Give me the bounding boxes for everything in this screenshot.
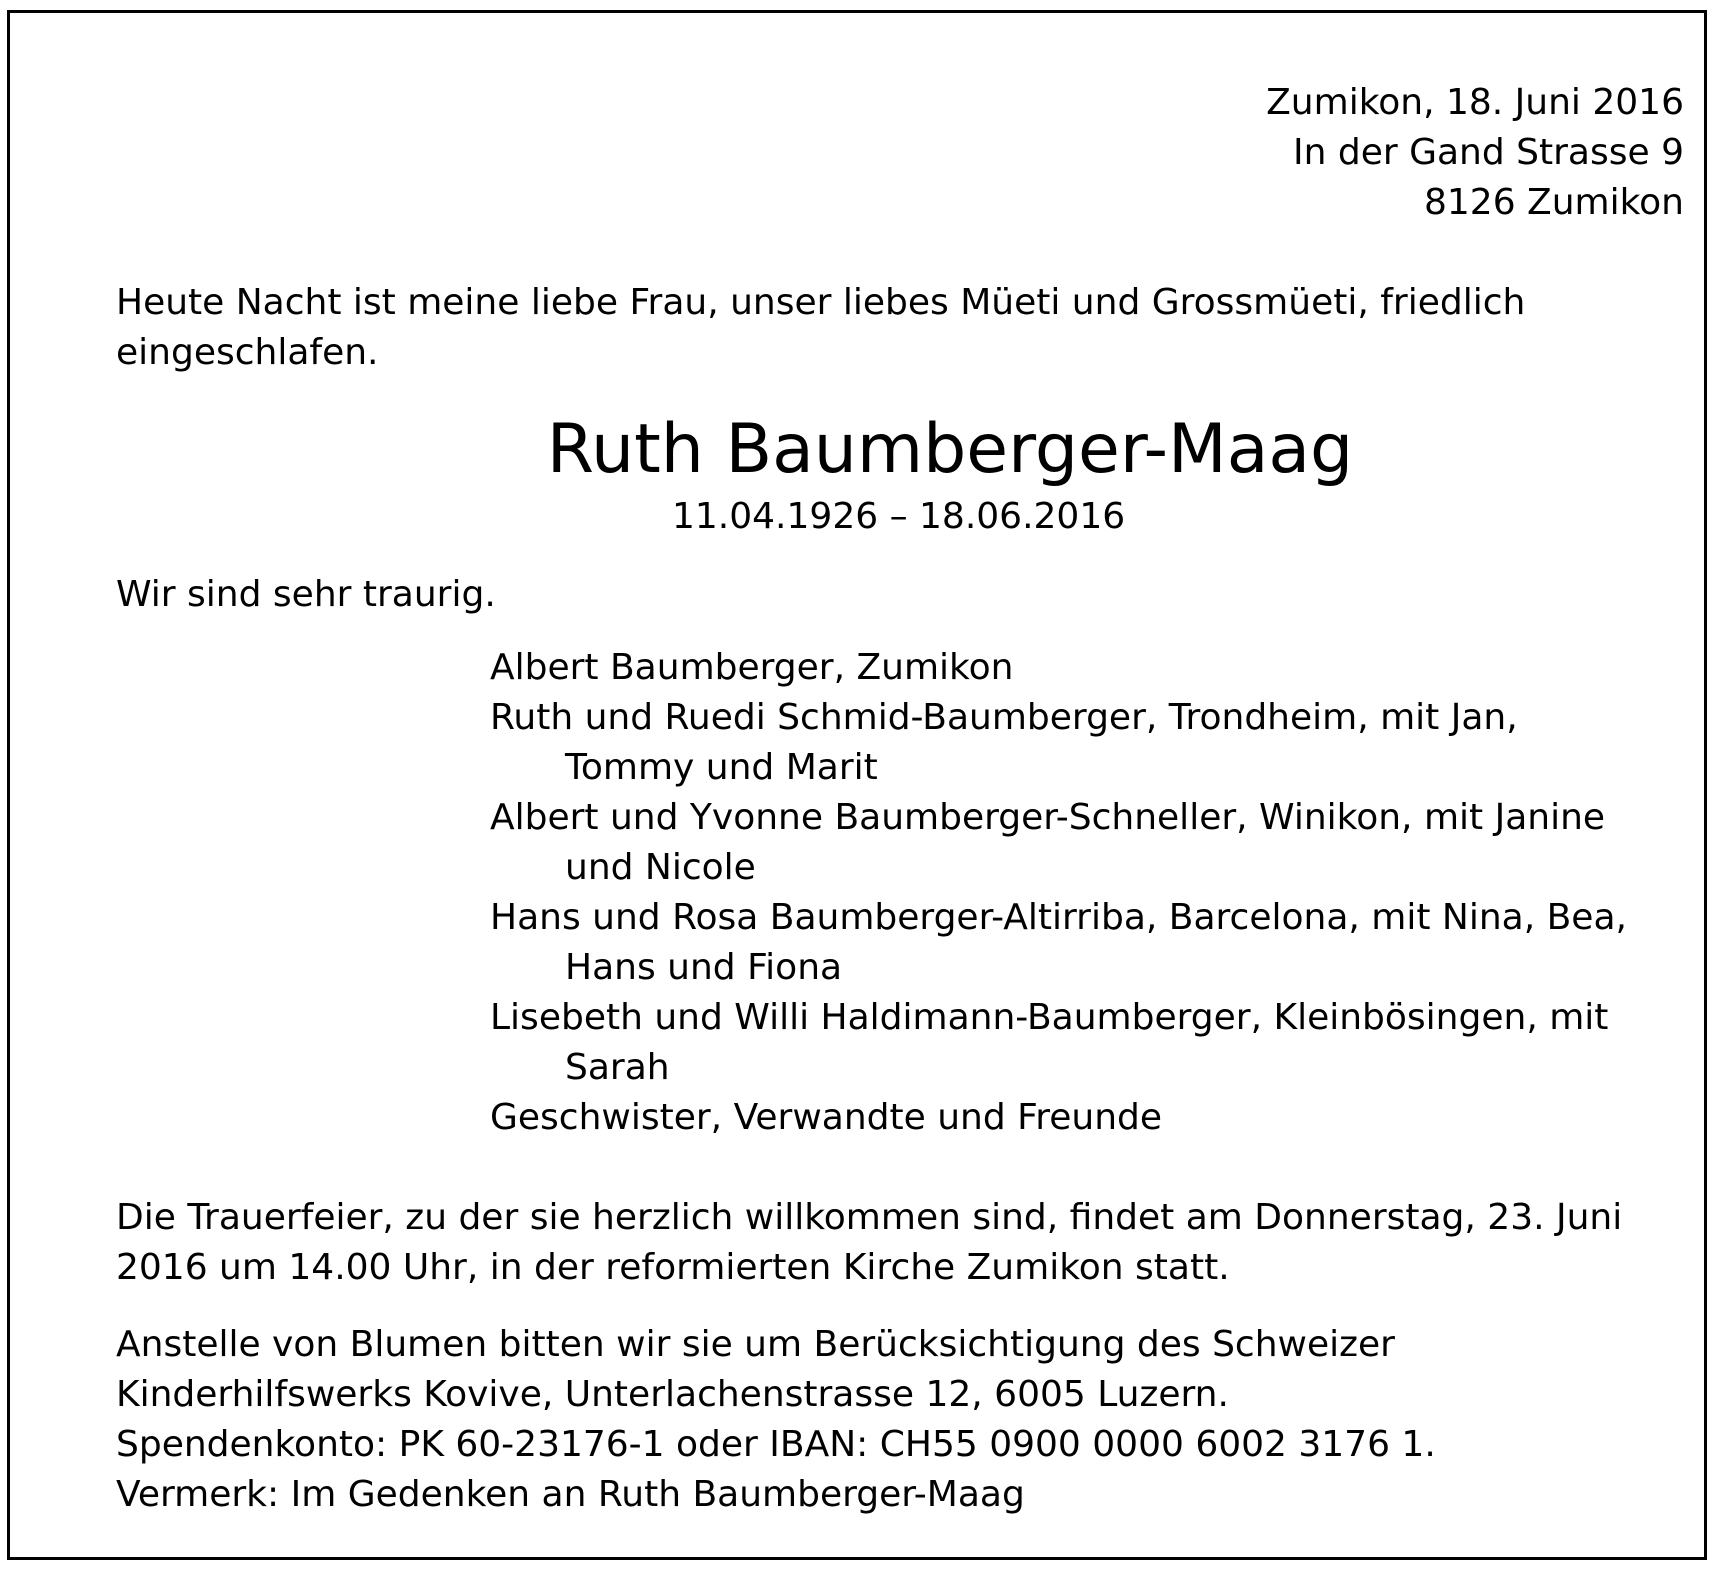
life-dates: 11.04.1926 – 18.06.2016 xyxy=(672,496,1126,537)
mourner-item xyxy=(490,1093,1627,1143)
mourner-line-continued: und Nicole xyxy=(565,847,756,888)
donation-account: Spendenkonto: PK 60-23176-1 oder IBAN: CH55 0900 0000 6002 3176 1. xyxy=(116,1424,1436,1465)
mourners-list xyxy=(490,643,1627,1143)
donation-note: Vermerk: Im Gedenken an Ruth Baumberger-Maag xyxy=(116,1474,1025,1515)
mourner-item xyxy=(490,993,1627,1093)
sadness-statement: Wir sind sehr traurig. xyxy=(116,574,496,615)
deceased-name: Ruth Baumberger-Maag xyxy=(546,410,1354,489)
street-address: In der Gand Strasse 9 xyxy=(1292,132,1684,173)
mourner-line: Lisebeth und Willi Haldimann-Baumberger, Kleinbösingen, mit xyxy=(490,997,1609,1038)
donation-line-1: Anstelle von Blumen bitten wir sie um Berücksichtigung des Schweizer xyxy=(116,1324,1395,1365)
mourner-item xyxy=(490,643,1627,693)
intro-paragraph xyxy=(116,278,1616,378)
donation-line-2: Kinderhilfswerks Kovive, Unterlachenstrasse 12, 6005 Luzern. xyxy=(116,1374,1229,1415)
address-block xyxy=(1266,78,1684,228)
mourner-line: Geschwister, Verwandte und Freunde xyxy=(490,1097,1163,1138)
mourner-line-continued: Hans und Fiona xyxy=(565,947,843,988)
mourner-item xyxy=(490,693,1627,793)
mourner-line: Albert und Yvonne Baumberger-Schneller, Winikon, mit Janine xyxy=(490,797,1606,838)
mourner-line-continued: Sarah xyxy=(565,1047,670,1088)
mourner-line-continued: Tommy und Marit xyxy=(565,747,878,788)
intro-line-1: Heute Nacht ist meine liebe Frau, unser liebes Müeti und Grossmüeti, friedlich xyxy=(116,282,1526,323)
city: 8126 Zumikon xyxy=(1423,182,1684,223)
place-date: Zumikon, 18. Juni 2016 xyxy=(1266,82,1684,123)
ceremony-line-1: Die Trauerfeier, zu der sie herzlich willkommen sind, findet am Donnerstag, 23. Juni xyxy=(116,1197,1623,1238)
donation-paragraph xyxy=(116,1320,1436,1520)
ceremony-line-2: 2016 um 14.00 Uhr, in der reformierten Kirche Zumikon statt. xyxy=(116,1247,1230,1288)
mourner-line: Hans und Rosa Baumberger-Altirriba, Barcelona, mit Nina, Bea, xyxy=(490,897,1627,938)
mourner-item xyxy=(490,893,1627,993)
mourner-line: Ruth und Ruedi Schmid-Baumberger, Trondheim, mit Jan, xyxy=(490,697,1518,738)
mourner-line: Albert Baumberger, Zumikon xyxy=(490,647,1014,688)
ceremony-paragraph xyxy=(116,1193,1622,1293)
mourner-item xyxy=(490,793,1627,893)
intro-line-2: eingeschlafen. xyxy=(116,332,379,373)
